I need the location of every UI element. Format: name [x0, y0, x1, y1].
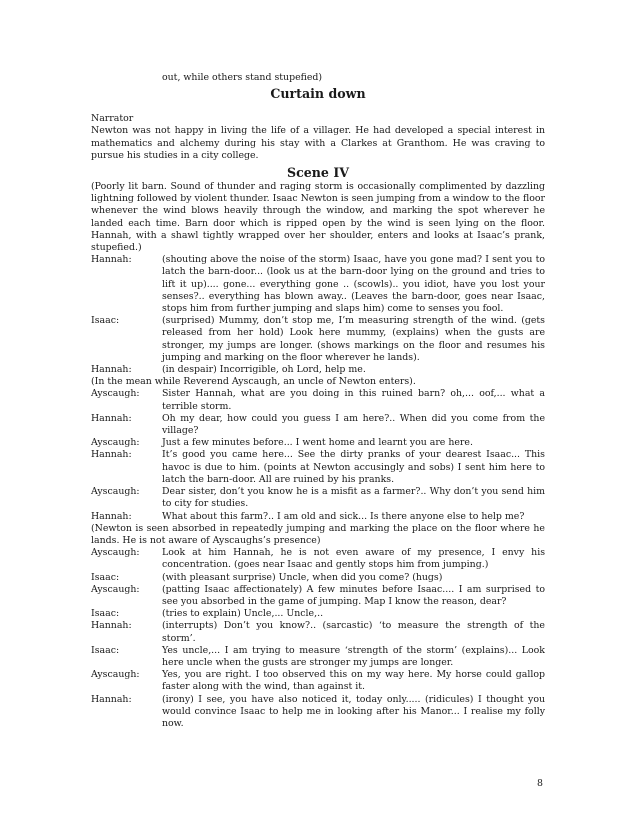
speaker-name: Hannah:: [91, 693, 132, 705]
speaker-name: Ayscaugh:: [91, 388, 140, 400]
speaker-name: Hannah:: [91, 510, 132, 522]
document-page: [91, 72, 545, 730]
dialogue-text: (with pleasant surprise) Uncle, when did you come? (hugs): [162, 571, 443, 583]
speaker-name: Isaac:: [91, 608, 120, 620]
speaker-name: Ayscaugh:: [91, 583, 140, 595]
dialogue-line: [91, 364, 545, 376]
speaker-name: Isaac:: [91, 315, 120, 327]
speaker-name: Isaac:: [91, 644, 120, 656]
narrator-text: Newton was not happy in living the life of a villager. He had developed a special interest in mathematics and alchemy during his stay with a Clarkes at Granthom. He was craving to pursue his studies in a city college.: [91, 125, 545, 161]
speaker-name: Ayscaugh:: [91, 486, 140, 498]
dialogue-text: (tries to explain) Uncle,... Uncle,..: [162, 608, 324, 620]
dialogue-text: Dear sister, don’t you know he is a misfit as a farmer?.. Why don’t you send him to city for studies.: [162, 486, 545, 510]
dialogue-text: It’s good you came here... See the dirty pranks of your dearest Isaac... This havoc is due to him. (points at Newton accusingly and sobs) I sent him here to latch the barn-door. All are ruined by his pranks.: [162, 449, 545, 485]
dialogue-line: [91, 694, 545, 731]
speaker-name: Isaac:: [91, 571, 120, 583]
scene-title: Scene IV: [287, 165, 349, 181]
stage-direction: (Poorly lit barn. Sound of thunder and raging storm is occasionally complimented by dazzling lightning followed by violent thunder. Isaac Newton is seen jumping from a window to the floor whenever the wind blows heavily through the window, and marking the spot wherever he landed each time. Barn door which is ripped open by the wind is seen lying on the floor. Hannah, with a shawl tightly wrapped over her shoulder, enters and looks at Isaac’s prank, stupefied.): [91, 181, 545, 254]
opening-line: out, while others stand stupefied): [162, 72, 323, 83]
dialogue-line: [91, 547, 545, 571]
speaker-name: Hannah:: [91, 412, 132, 424]
dialogue-text: Yes, you are right. I too observed this on my way here. My horse could gallop faster along with the wind, than against it.: [162, 669, 545, 693]
dialogue-text: (surprised) Mummy, don’t stop me, I’m measuring strength of the wind. (gets released from her hold) Look here mummy, (explains) when the gusts are stronger, my jumps are longer. (shows markings on the floor and resumes his jumping and marking on the floor wherever he lands).: [162, 315, 545, 363]
dialogue-line: [91, 620, 545, 644]
speaker-name: Hannah:: [91, 449, 132, 461]
dialogue-line: [91, 669, 545, 693]
narrator-label: Narrator: [91, 113, 134, 125]
dialogue-text: (shouting above the noise of the storm) Isaac, have you gone mad? I sent you to latch the barn-door... (look us at the barn-door lying on the ground and tries to lift it up).... gone... everything gone .. (scowls).. you idiot, have you lost your senses?.. everything has blown away.. (Leaves the barn-door, goes near Isaac, stops him from further jumping and slaps him) come to senses you fool.: [162, 254, 545, 315]
dialogue-line: [91, 388, 545, 412]
dialogue-line: [91, 413, 545, 437]
dialogue-text: (irony) I see, you have also noticed it, today only..... (ridicules) I thought you would convince Isaac to help me in looking after his Manor... I realise my folly now.: [162, 693, 545, 729]
dialogue-line: [91, 608, 545, 620]
dialogue-line: [91, 572, 545, 584]
dialogue-line: [91, 449, 545, 486]
dialogue-line: [91, 254, 545, 315]
speaker-name: Ayscaugh:: [91, 669, 140, 681]
dialogue-text: Yes uncle,... I am trying to measure ‘strength of the storm’ (explains)... Look here uncle when the gusts are stronger my jumps are longer.: [162, 644, 545, 668]
speaker-name: Hannah:: [91, 364, 132, 376]
speaker-name: Hannah:: [91, 620, 132, 632]
dialogue-text: Just a few minutes before... I went home and learnt you are here.: [162, 437, 473, 449]
stage-note: (Newton is seen absorbed in repeatedly jumping and marking the place on the floor where he lands. He is not aware of Ayscaughs’s presence): [91, 522, 545, 546]
dialogue-line: [91, 315, 545, 364]
stage-note: (In the mean while Reverend Ayscaugh, an uncle of Newton enters).: [91, 376, 416, 388]
dialogue-line: [91, 511, 545, 523]
dialogue-line: [91, 486, 545, 510]
dialogue-text: (interrupts) Don’t you know?.. (sarcastic) ‘to measure the strength of the storm’.: [162, 620, 545, 644]
dialogue-text: Oh my dear, how could you guess I am here?.. When did you come from the village?: [162, 412, 545, 437]
speaker-name: Ayscaugh:: [91, 437, 140, 449]
dialogue-text: Sister Hannah, what are you doing in this ruined barn? oh,... oof,... what a terrible storm.: [162, 388, 545, 412]
curtain-heading: Curtain down: [270, 86, 366, 102]
speaker-name: Ayscaugh:: [91, 547, 140, 559]
dialogue-text: What about this farm?.. I am old and sick... Is there anyone else to help me?: [162, 510, 525, 522]
dialogue-line: [91, 645, 545, 669]
dialogue-line: [91, 437, 545, 449]
dialogue-line: [91, 584, 545, 608]
page-number: 8: [537, 778, 543, 789]
dialogue-text: (patting Isaac affectionately) A few minutes before Isaac.... I am surprised to see you absorbed in the game of jumping. Map I know the reason, dear?: [162, 583, 545, 607]
dialogue-text: Look at him Hannah, he is not even aware of my presence, I envy his concentration. (goes near Isaac and gently stops him from jumping.): [162, 547, 545, 571]
speaker-name: Hannah:: [91, 254, 132, 266]
dialogue-text: (in despair) Incorrigible, oh Lord, help me.: [162, 364, 366, 376]
dialogue-list: [91, 254, 545, 730]
